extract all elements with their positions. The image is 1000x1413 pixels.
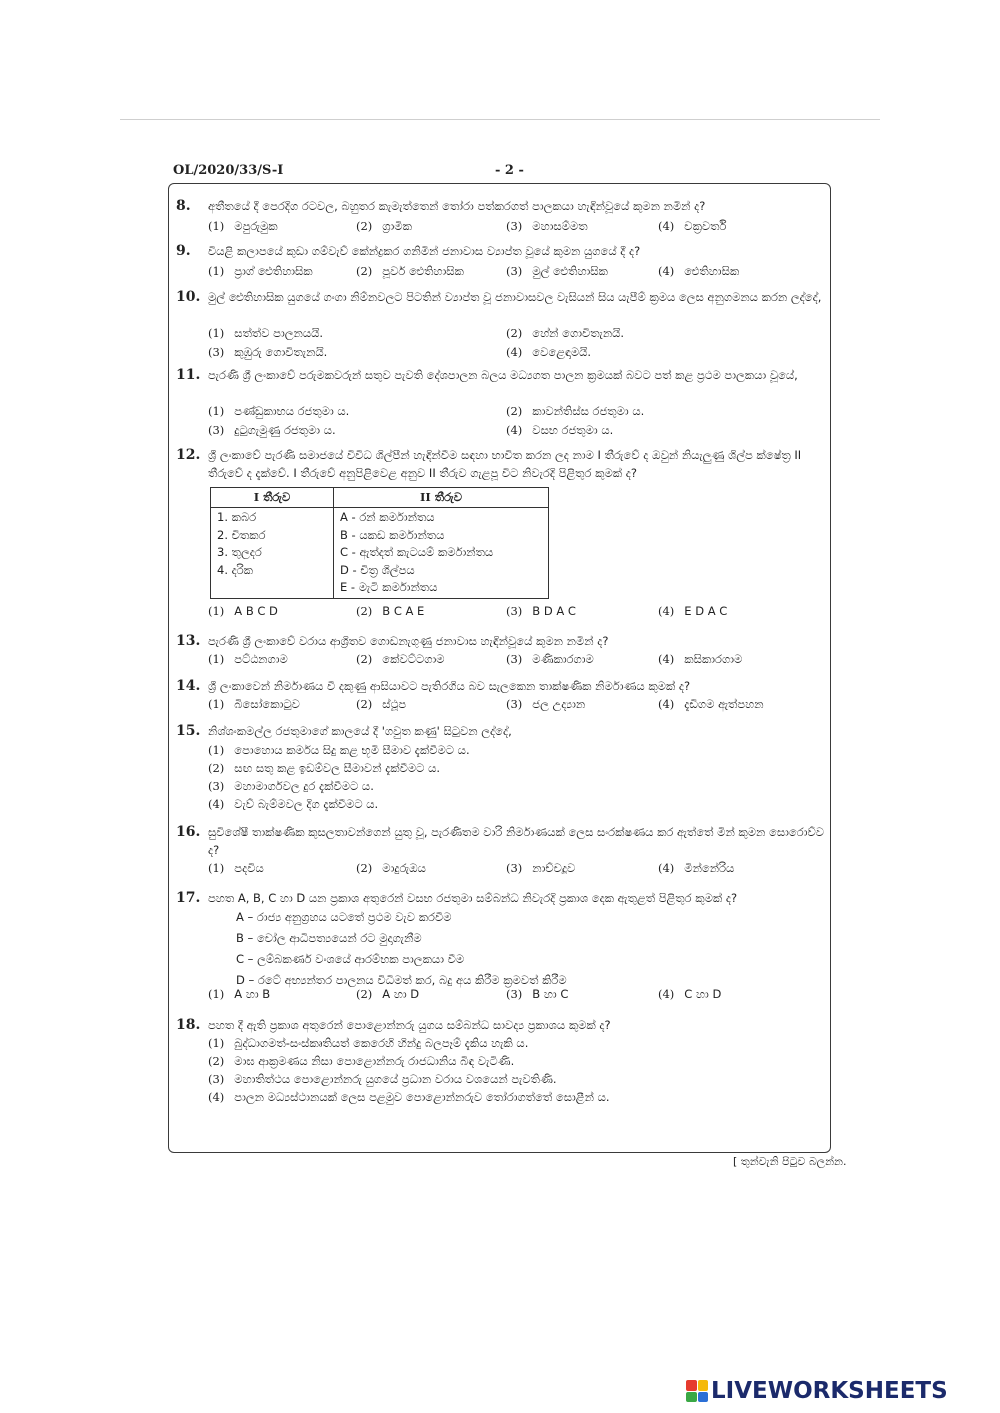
- liveworksheets-logo[interactable]: [686, 1378, 948, 1404]
- question-text: පැරණි ශ්‍රී ලංකාවේ වරාය ආශ්‍රිතව ගොඩනැගුණු ජනාවාස හැඳින්වූයේ කුමන නමින් ද?: [208, 634, 609, 648]
- question-text: නිශ්ශංකමල්ල රජතුමාගේ කාලයේ දී 'ගවුත කණු' සිටුවන ලද්දේ,: [208, 724, 512, 738]
- option-1: (1) පදවිය: [208, 861, 264, 875]
- option-4: (4) ඓතිහාසික: [658, 264, 740, 278]
- option-4: (4) C හා D: [658, 987, 722, 1001]
- paper-code: OL/2020/33/S-I: [173, 163, 284, 178]
- question-number: 15.: [176, 723, 201, 739]
- option-2: (2) ග්‍රාමික: [356, 219, 412, 233]
- option-1: (1) A B C D: [208, 604, 278, 618]
- question-number: 13.: [176, 633, 201, 649]
- question-number: 14.: [176, 678, 201, 694]
- statement-d: D – රටේ අභ්‍යන්තර පාලනය විධිමත් කර, බදු අය කිරීම ක්‍රමවත් කිරීම: [236, 973, 567, 987]
- question-text: අතීතයේ දී පෙරදිග රටවල, බහුතර කැමැත්තෙන් තෝරා පත්කරගත් පාලකයා හැඳින්වූයේ කුමන නමින් ද?: [208, 199, 706, 213]
- column-2-header: II තීරුව: [334, 488, 549, 508]
- option-3: (3) ජල උද්‍යාන: [506, 697, 586, 711]
- turn-page-note: [ තුන්වැනි පිටුව බලන්න.: [733, 1155, 847, 1168]
- option-4: (4) කසිකාරගාම: [658, 652, 743, 666]
- column-1-item: 2. චිතකර: [217, 527, 266, 542]
- option-3: (3) මහාසම්මත: [506, 219, 588, 233]
- option-2: (2) හේන් ගොවිතැනයි.: [506, 326, 625, 340]
- option-4: (4) වෙළෙඳාමයි.: [506, 345, 592, 359]
- option-3: (3) මහාතිත්ථය පොළොන්නරු යුගයේ ප්‍රධාන වරාය වශයෙන් පැවතිණි.: [208, 1072, 557, 1086]
- statement-a: A – රාජ්‍ය අනුග්‍රහය යටතේ ප්‍රථම වැව කරවීම: [236, 910, 452, 924]
- option-1: (1) බිසෝකොටුව: [208, 697, 300, 711]
- option-3: (3) කුඹුරු ගොවිතැනයි.: [208, 345, 328, 359]
- column-1-header: I තීරුව: [211, 488, 334, 508]
- column-2-item: B - යකඩ කර්මාන්තය: [340, 527, 445, 542]
- option-2: (2) B C A E: [356, 604, 425, 618]
- question-text: සුවිශේෂී තාක්ෂණික කුසලතාවන්ගෙන් යුතු වූ, පැරණිතම වාරි නිර්මාණයක් ලෙස සංරක්ෂණය කර ඇත්තේ මින් කුමන සොරොව්ව ද?: [208, 825, 825, 857]
- page-number: - 2 -: [495, 163, 524, 178]
- option-1: (1) A හා B: [208, 987, 271, 1001]
- column-2-item: A - රන් කර්මාන්තය: [340, 510, 435, 524]
- option-4: (4) දැඩිගම ඇත්පහන: [658, 697, 764, 711]
- question-number: 16.: [176, 824, 201, 840]
- option-3: (3) දුටුගැමුණු රජතුමා ය.: [208, 423, 336, 437]
- question-number: 17.: [176, 890, 201, 906]
- question-text: ශ්‍රී ලංකාවෙන් නිර්මාණය වී දකුණු ආසියාවට පැතිරගිය බව සැලකෙන තාක්ෂණික නිර්මාණය කුමක් ද?: [208, 679, 691, 693]
- liveworksheets-wordmark: LIVEWORKSHEETS: [711, 1378, 948, 1404]
- option-4: (4) මින්නේරිය: [658, 861, 735, 875]
- question-text: පහත A, B, C හා D යන ප්‍රකාශ අතුරෙන් වසභ රජතුමා සම්බන්ධ නිවැරදි ප්‍රකාශ දෙක ඇතුළත් පිළිතුර කුමක් ද?: [208, 891, 738, 905]
- question-number: 11.: [176, 367, 201, 383]
- column-2-item: D - චිත්‍ර ශිල්පය: [340, 562, 415, 577]
- column-match-table: [210, 487, 549, 599]
- column-2-item: C - ඇත්දත් කැටයම් කර්මාන්තය: [340, 545, 494, 559]
- option-2: (2) කාවන්තිස්ස රජතුමා ය.: [506, 404, 645, 418]
- question-text: වියළි කලාපයේ කුඩා ගම්වැව් කේන්ද්‍රකර ගනිමින් ජනාවාස ව්‍යාප්ත වූයේ කුමන යුගයේ දී ද?: [208, 244, 641, 258]
- question-text: මුල් ඓතිහාසික යුගයේ ගංගා නිම්නවලට පිටතින් ව්‍යාප්ත වූ ජනාවාසවල වැසියන් සිය යැපීම් ක්‍රමය ලෙස අනුගමනය කරන ලද්දේ,: [208, 290, 822, 304]
- column-2-cell: [334, 508, 549, 599]
- question-number: 18.: [176, 1017, 201, 1033]
- option-1: (1) පොහොය කර්මය සිදු කළ භූමි සීමාව දැක්වීමට ය.: [208, 743, 470, 757]
- question-number: 8.: [176, 198, 191, 214]
- page-header: [173, 163, 833, 183]
- option-3: (3) නාච්චදූව: [506, 861, 576, 875]
- option-3: (3) මුල් ඓතිහාසික: [506, 264, 608, 278]
- column-1-cell: [211, 508, 334, 599]
- statement-c: C – ලම්බකර්ණ වංශයේ ආරම්භක පාලකයා වීම: [236, 952, 465, 966]
- question-number: 12.: [176, 447, 201, 463]
- option-4: (4) වසභ රජතුමා ය.: [506, 423, 614, 437]
- question-12-options: [176, 602, 836, 622]
- top-divider: [120, 119, 880, 120]
- option-4: (4) චක්‍රවර්ති: [658, 219, 727, 233]
- option-2: (2) පූර්ව ඓතිහාසික: [356, 264, 464, 278]
- statement-b: B – චෝල ආධිපත්‍යයෙන් රට මුදාගැනීම: [236, 931, 422, 945]
- question-number: 9.: [176, 243, 191, 259]
- option-4: (4) E D A C: [658, 604, 728, 618]
- option-4: (4) වැව් බැම්මවල දිග දැක්වීමට ය.: [208, 797, 379, 811]
- option-1: (1) මපුරුමුක: [208, 219, 278, 233]
- option-3: (3) B හා C: [506, 987, 569, 1001]
- option-3: (3) B D A C: [506, 604, 576, 618]
- option-2: (2) ස්ථූප: [356, 697, 407, 711]
- option-3: (3) මණිකාරගාම: [506, 652, 594, 666]
- option-1: (1) පට්ඨනගාම: [208, 652, 288, 666]
- option-1: (1) පණ්ඩුකාභය රජතුමා ය.: [208, 404, 350, 418]
- option-1: (1) සත්ත්ව පාලනයයි.: [208, 326, 324, 340]
- option-2: (2) සඟ සතු කළ ඉඩම්වල සීමාවන් දැක්වීමට ය.: [208, 761, 441, 775]
- option-3: (3) මහාමාර්ගවල දුර දැක්වීමට ය.: [208, 779, 374, 793]
- column-1-item: 3. තුලදර: [217, 545, 262, 559]
- column-1-item: 1. කබර: [217, 510, 257, 524]
- option-2: (2) මාඝ ආක්‍රමණය නිසා පොළොන්නරු රාජධානිය බිඳ වැටිණි.: [208, 1054, 515, 1068]
- question-text: පැරණි ශ්‍රී ලංකාවේ පරුමකවරුන් සතුව පැවති දේශපාලන බලය මධ්‍යගත පාලන ක්‍රමයක් බවට පත් කළ ප්‍රථම පාලකයා වූයේ,: [208, 368, 798, 382]
- liveworksheets-icon: [686, 1380, 708, 1402]
- question-text: ශ්‍රී ලංකාවේ පැරණි සමාජයේ විවිධ ශිල්පීන් හැඳින්වීම සඳහා භාවිත කරන ලද නාම I තීරුවේ ද ඔවුන් නියැලුණු ශිල්ප ක්ෂේත්‍ර II තීරුවේ ද දැක්වේ. I තීරුවේ අනුපිළිවෙළ අනුව II තීරුව ගැළපූ විට නිවැරදි පිළිතුර කුමක් ද?: [208, 448, 802, 480]
- column-2-item: E - මැටි කර්මාන්තය: [340, 580, 438, 594]
- option-2: (2) මාදුරුඔය: [356, 861, 426, 875]
- column-1-item: 4. දරික: [217, 562, 254, 577]
- question-number: 10.: [176, 289, 201, 305]
- option-2: (2) කේවට්ටගාම: [356, 652, 445, 666]
- option-4: (4) පාලන මධ්‍යස්ථානයක් ලෙස පළමුව පොළොන්නරුව තෝරාගත්තේ සොළීන් ය.: [208, 1090, 610, 1104]
- question-text: පහත දී ඇති ප්‍රකාශ අතුරෙන් පොළොන්නරු යුගය සම්බන්ධ සාවද්‍ය ප්‍රකාශය කුමක් ද?: [208, 1018, 611, 1032]
- option-2: (2) A හා D: [356, 987, 420, 1001]
- option-1: (1) ප්‍රාග් ඓතිහාසික: [208, 264, 313, 278]
- option-1: (1) බුද්ධාගමත්-සංස්කෘතියත් කෙරෙහි හින්දු බලපෑම් දැකිය හැකි ය.: [208, 1036, 529, 1050]
